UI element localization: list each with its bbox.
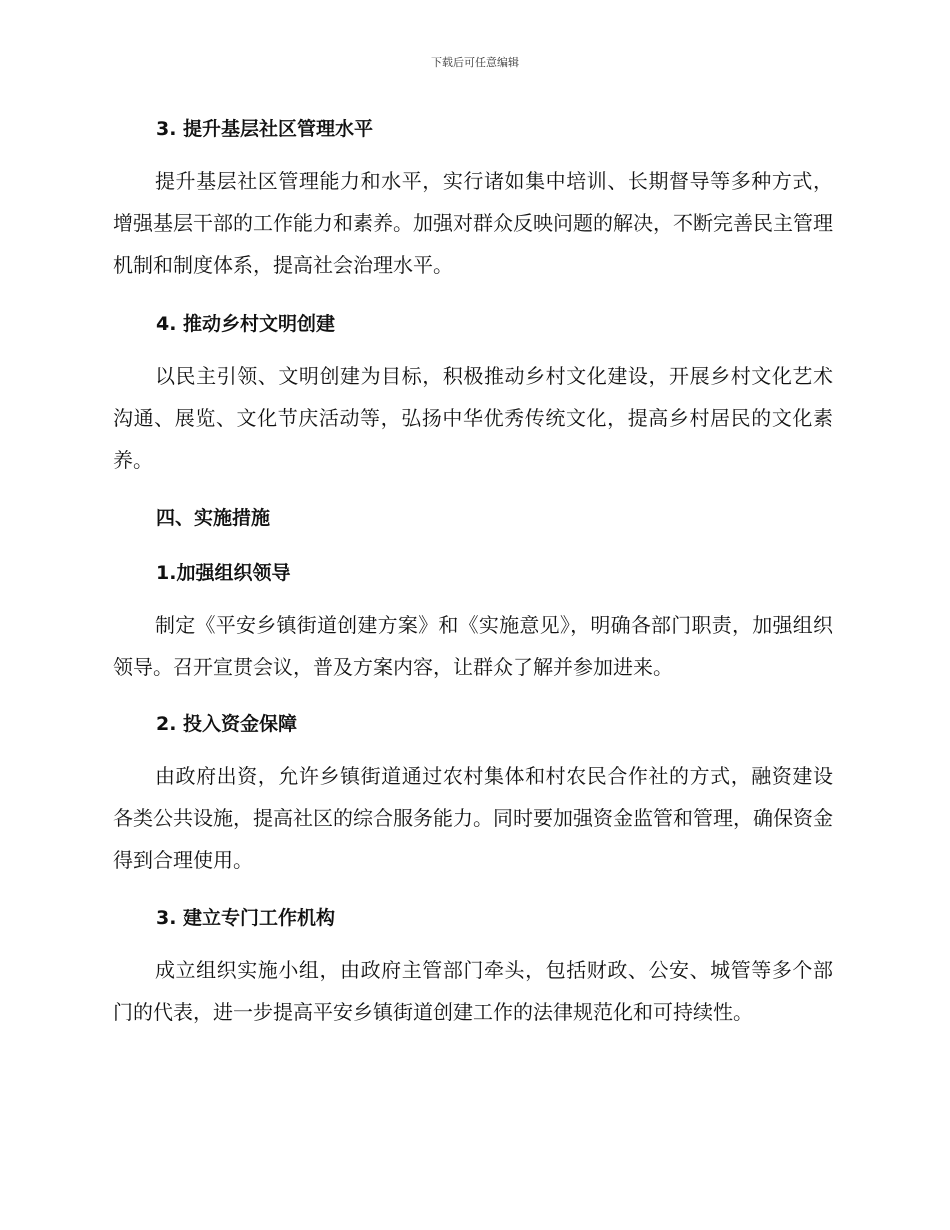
paragraph-rural-civilization: 以民主引领、文明创建为目标，积极推动乡村文化建设，开展乡村文化艺术沟通、展览、文化节庆活动等，弘扬中华优秀传统文化，提高乡村居民的文化素养。: [113, 364, 833, 472]
paragraph-funding-guarantee: 由政府出资，允许乡镇街道通过农村集体和村农民合作社的方式，融资建设各类公共设施，提高社区的综合服务能力。同时要加强资金监管和管理，确保资金得到合理使用。: [113, 764, 833, 872]
chapter-heading-implementation-measures: 四、实施措施: [156, 507, 271, 529]
page-header: 下载后可任意编辑: [431, 56, 519, 69]
section-heading-dedicated-agency: 3. 建立专门工作机构: [156, 907, 336, 929]
section-heading-organization-leadership: 1.加强组织领导: [156, 562, 291, 584]
paragraph-dedicated-agency: 成立组织实施小组，由政府主管部门牵头，包括财政、公安、城管等多个部门的代表，进一步提高平安乡镇街道创建工作的法律规范化和可持续性。: [113, 958, 833, 1024]
section-heading-rural-civilization: 4. 推动乡村文明创建: [156, 313, 336, 335]
paragraph-organization-leadership: 制定《平安乡镇街道创建方案》和《实施意见》，明确各部门职责，加强组织领导。召开宣贯会议，普及方案内容，让群众了解并参加进来。: [113, 613, 833, 679]
section-heading-funding-guarantee: 2. 投入资金保障: [156, 713, 298, 735]
paragraph-community-management: 提升基层社区管理能力和水平，实行诸如集中培训、长期督导等多种方式，增强基层干部的工作能力和素养。加强对群众反映问题的解决，不断完善民主管理机制和制度体系，提高社会治理水平。: [113, 169, 833, 277]
section-heading-community-management: 3. 提升基层社区管理水平: [156, 118, 374, 140]
